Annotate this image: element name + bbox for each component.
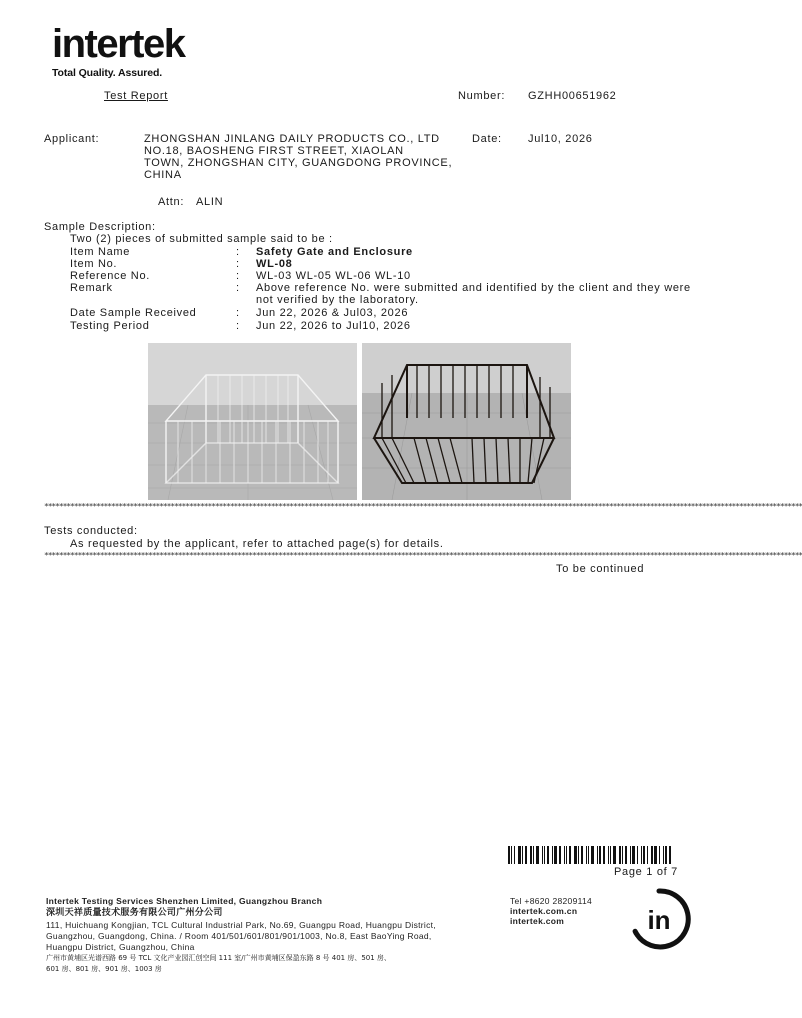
barcode-bar: [574, 846, 577, 864]
barcode-bar: [581, 846, 583, 864]
barcode-bar: [637, 846, 638, 864]
attn-label: Attn:: [158, 196, 185, 208]
barcode-bar: [533, 846, 534, 864]
item-name-value: Safety Gate and Enclosure: [256, 246, 413, 258]
barcode-bar: [511, 846, 512, 864]
barcode-bar: [632, 846, 635, 864]
applicant-line-4: CHINA: [144, 169, 182, 181]
colon: :: [236, 270, 240, 282]
barcode-bar: [508, 846, 510, 864]
barcode-bar: [578, 846, 579, 864]
barcode: [508, 846, 676, 864]
barcode-bar: [522, 846, 523, 864]
barcode-bar: [599, 846, 601, 864]
barcode-bar: [619, 846, 621, 864]
sample-intro: Two (2) pieces of submitted sample said to be :: [70, 233, 333, 245]
barcode-bar: [566, 846, 567, 864]
tests-text: As requested by the applicant, refer to attached page(s) for details.: [70, 538, 444, 550]
footer-address-en-2: Guangzhou, Guangdong, China. / Room 401/501/601/801/901/1003, No.8, East BaoYing Road,: [46, 931, 432, 941]
barcode-bar: [608, 846, 609, 864]
colon: :: [236, 282, 240, 294]
barcode-bar: [651, 846, 653, 864]
badge-text: in: [647, 905, 671, 935]
applicant-line-2: NO.18, BAOSHENG FIRST STREET, XIAOLAN: [144, 145, 404, 157]
footer-company-cn: 深圳天祥质量技术服务有限公司广州分公司: [46, 908, 223, 918]
item-no-value: WL-08: [256, 258, 293, 270]
barcode-bar: [603, 846, 605, 864]
colon: :: [236, 307, 240, 319]
number-label: Number:: [458, 90, 506, 102]
barcode-bar: [654, 846, 657, 864]
sample-heading: Sample Description:: [44, 221, 156, 233]
barcode-bar: [564, 846, 565, 864]
date-label: Date:: [472, 133, 502, 145]
tests-heading: Tests conducted:: [44, 525, 138, 537]
footer-address-cn-1: 广州市黄埔区光谱西路 69 号 TCL 文化产业园汇创空间 111 室/广州市黄埔区保盈东路 8 号 401 房、501 房、: [46, 954, 391, 962]
date-value: Jul10, 2026: [528, 133, 593, 145]
barcode-bar: [647, 846, 648, 864]
testing-period-value: Jun 22, 2026 to Jul10, 2026: [256, 320, 411, 332]
barcode-bar: [641, 846, 642, 864]
remark-value-line-2: not verified by the laboratory.: [256, 294, 419, 306]
footer-address-cn-2: 601 房、801 房、901 房、1003 房: [46, 965, 162, 973]
intertek-logo: [52, 24, 185, 79]
barcode-bar: [547, 846, 549, 864]
barcode-bar: [542, 846, 543, 864]
applicant-line-1: ZHONGSHAN JINLANG DAILY PRODUCTS CO., LTD: [144, 133, 440, 145]
colon: :: [236, 246, 240, 258]
barcode-bar: [514, 846, 515, 864]
attn-value: ALIN: [196, 196, 224, 208]
to-be-continued: To be continued: [556, 563, 645, 575]
item-name-label: Item Name: [70, 246, 131, 258]
barcode-bar: [669, 846, 671, 864]
footer-company-en: Intertek Testing Services Shenzhen Limited, Guangzhou Branch: [46, 896, 323, 906]
barcode-bar: [586, 846, 587, 864]
testing-period-label: Testing Period: [70, 320, 150, 332]
barcode-bar: [559, 846, 561, 864]
barcode-bar: [613, 846, 616, 864]
barcode-bar: [597, 846, 598, 864]
barcode-bar: [530, 846, 532, 864]
separator-stars: ************************************************************************************************************************************************************************************************************: [44, 551, 802, 560]
barcode-bar: [663, 846, 664, 864]
barcode-bar: [588, 846, 589, 864]
logo-wordmark: intertek: [52, 22, 185, 66]
footer-web: intertek.com: [510, 916, 565, 926]
remark-value-line-1: Above reference No. were submitted and identified by the client and they were: [256, 282, 691, 294]
footer-address-en-3: Huangpu District, Guangzhou, China: [46, 942, 195, 952]
reference-no-label: Reference No.: [70, 270, 151, 282]
colon: :: [236, 320, 240, 332]
intertek-badge-icon: [628, 888, 690, 950]
date-received-label: Date Sample Received: [70, 307, 197, 319]
barcode-bar: [610, 846, 611, 864]
footer-web-cn: intertek.com.cn: [510, 906, 578, 916]
barcode-bar: [630, 846, 631, 864]
number-value: GZHH00651962: [528, 90, 617, 102]
barcode-bar: [536, 846, 539, 864]
barcode-bar: [518, 846, 521, 864]
barcode-bar: [544, 846, 545, 864]
barcode-bar: [591, 846, 594, 864]
barcode-bar: [552, 846, 553, 864]
date-received-value: Jun 22, 2026 & Jul03, 2026: [256, 307, 409, 319]
logo-tagline: Total Quality. Assured.: [52, 67, 163, 79]
page-number: Page 1 of 7: [614, 866, 678, 878]
reference-no-value: WL-03 WL-05 WL-06 WL-10: [256, 270, 411, 282]
sample-photo-black-enclosure: [362, 343, 571, 500]
applicant-label: Applicant:: [44, 133, 100, 145]
colon: :: [236, 258, 240, 270]
footer-tel: Tel +8620 28209114: [510, 896, 593, 906]
footer-address-en-1: 111, Huichuang Kongjian, TCL Cultural Industrial Park, No.69, Guangpu Road, Huangpu District,: [46, 920, 436, 930]
item-no-label: Item No.: [70, 258, 118, 270]
barcode-bar: [569, 846, 571, 864]
barcode-bar: [625, 846, 627, 864]
remark-label: Remark: [70, 282, 113, 294]
barcode-bar: [554, 846, 557, 864]
sample-photo-white-enclosure: [148, 343, 357, 500]
report-title: Test Report: [104, 90, 168, 102]
separator-stars: ************************************************************************************************************************************************************************************************************: [44, 502, 802, 511]
barcode-bar: [665, 846, 667, 864]
barcode-bar: [622, 846, 623, 864]
barcode-bar: [643, 846, 645, 864]
barcode-bar: [659, 846, 660, 864]
barcode-bar: [525, 846, 527, 864]
applicant-line-3: TOWN, ZHONGSHAN CITY, GUANGDONG PROVINCE,: [144, 157, 453, 169]
